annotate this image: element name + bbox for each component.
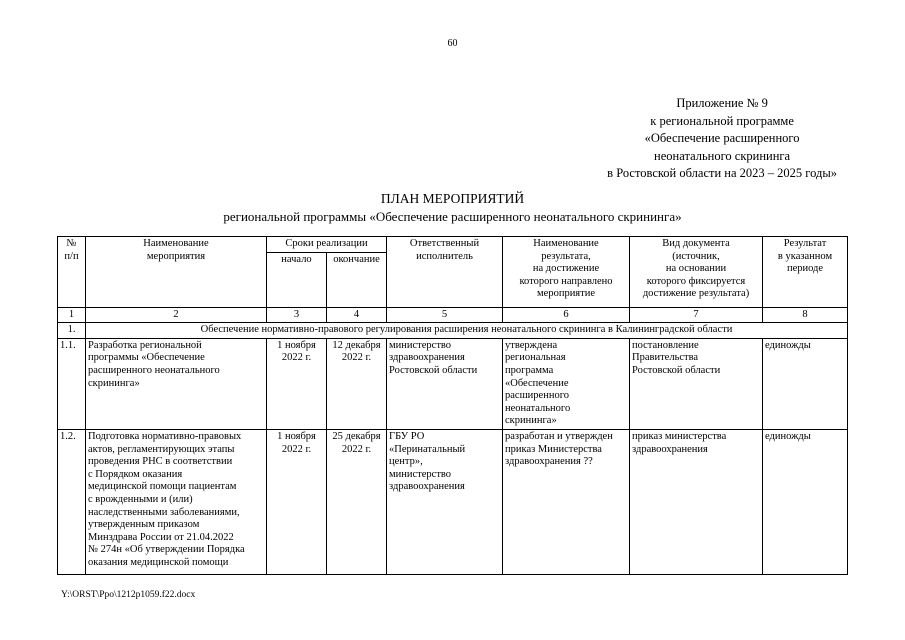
appendix-line: к региональной программе: [650, 113, 794, 128]
cell-line: единожды: [765, 430, 811, 442]
header-text: мероприятия: [146, 250, 206, 262]
row-executor: [387, 338, 503, 429]
cell-line: Правительства: [632, 352, 699, 364]
row-number: 1.1.: [58, 338, 86, 429]
row-number: 1.2.: [58, 429, 86, 574]
cell-line: «Перинатальный: [389, 443, 466, 455]
header-num: [58, 237, 86, 308]
cell-line: единожды: [765, 339, 811, 351]
cell-line: № 274н «Об утверждении Порядка: [88, 544, 245, 556]
cell-line: неонатального: [505, 402, 571, 414]
header-text: исполнитель: [416, 250, 473, 262]
cell-line: скрининга»: [505, 415, 557, 427]
cell-line: 2022 г.: [281, 443, 312, 455]
cell-line: Ростовской области: [632, 364, 721, 376]
cell-line: с Порядком оказания: [88, 468, 183, 480]
cell-line: Разработка региональной: [88, 339, 202, 351]
header-terms: Сроки реализации: [267, 237, 387, 253]
row-result: [503, 338, 630, 429]
header-text: Результат: [783, 238, 827, 249]
cell-line: 1 ноября: [277, 430, 316, 442]
row-end: [327, 338, 387, 429]
header-name: [86, 237, 267, 308]
cell-line: проведения РНС в соответствии: [88, 456, 233, 468]
column-number: 8: [763, 307, 848, 323]
row-executor: [387, 429, 503, 574]
cell-line: Ростовской области: [389, 364, 478, 376]
column-number: 6: [503, 307, 630, 323]
row-name: [86, 338, 267, 429]
cell-line: 2022 г.: [341, 443, 372, 455]
header-result: [503, 237, 630, 308]
header-end: окончание: [327, 252, 387, 307]
cell-line: региональная: [505, 352, 566, 364]
cell-line: наследственными заболеваниями,: [88, 506, 240, 518]
cell-line: центр»,: [389, 456, 423, 468]
header-text: мероприятие: [537, 288, 596, 300]
cell-line: с врожденными и (или): [88, 493, 193, 505]
column-number: 4: [327, 307, 387, 323]
plan-title: ПЛАН МЕРОПРИЯТИЙ: [380, 191, 525, 206]
header-document: [630, 237, 763, 308]
cell-line: 2022 г.: [281, 352, 312, 364]
page-number: 60: [447, 38, 458, 49]
cell-line: 12 декабря: [332, 339, 381, 351]
row-result: [503, 429, 630, 574]
header-text: Ответственный: [409, 238, 480, 249]
cell-line: «Обеспечение: [505, 377, 569, 389]
row-document: [630, 429, 763, 574]
cell-line: расширенного неонатального: [88, 364, 220, 376]
table-row: [58, 429, 848, 574]
row-end: [327, 429, 387, 574]
header-text: №: [66, 238, 77, 249]
row-start: [267, 338, 327, 429]
cell-line: 25 декабря: [332, 430, 381, 442]
cell-line: приказ министерства: [632, 430, 727, 442]
table-row: [58, 338, 848, 429]
cell-line: медицинской помощи пациентам: [88, 481, 237, 493]
cell-line: 2022 г.: [341, 352, 372, 364]
column-number: 1: [58, 307, 86, 323]
cell-line: здравоохранения: [389, 352, 465, 364]
cell-line: министерство: [389, 468, 452, 480]
cell-line: программа: [505, 364, 554, 376]
row-outcome: [763, 338, 848, 429]
header-row: [58, 237, 848, 253]
appendix-block: [607, 95, 837, 183]
cell-line: актов, регламентирующих этапы: [88, 443, 235, 455]
header-text: (источник,: [672, 250, 720, 262]
section-title: Обеспечение нормативно-правового регулирования расширения неонатального скрининга в Калининградской области: [86, 323, 848, 339]
header-start: начало: [267, 252, 327, 307]
header-outcome: [763, 237, 848, 308]
column-number: 5: [387, 307, 503, 323]
cell-line: расширенного: [505, 390, 569, 402]
column-number: 7: [630, 307, 763, 323]
row-document: [630, 338, 763, 429]
header-text: которого фиксируется: [646, 275, 746, 287]
cell-line: ГБУ РО: [389, 430, 425, 442]
row-outcome: [763, 429, 848, 574]
row-name: [86, 429, 267, 574]
cell-line: министерство: [389, 339, 452, 351]
header-text: на достижение: [532, 263, 600, 275]
column-numbers-row: [58, 307, 848, 323]
header-text: п/п: [64, 250, 79, 262]
cell-line: разработан и утвержден: [505, 430, 613, 442]
cell-line: 1 ноября: [277, 339, 316, 351]
header-executor: [387, 237, 503, 308]
column-number: 2: [86, 307, 267, 323]
cell-line: программы «Обеспечение: [88, 352, 205, 364]
plan-table: [57, 236, 848, 575]
cell-line: скрининга»: [88, 377, 140, 389]
cell-line: Минздрава России от 21.04.2022: [88, 531, 234, 543]
cell-line: оказания медицинской помощи: [88, 556, 229, 568]
section-row: [58, 323, 848, 339]
cell-line: постановление: [632, 339, 699, 351]
header-text: в указанном: [777, 250, 833, 262]
cell-line: здравоохранения: [632, 443, 708, 455]
file-path-footer: Y:\ORST\Ppo\1212p1059.f22.docx: [61, 590, 196, 600]
header-text: на основании: [665, 263, 727, 275]
appendix-line: «Обеспечение расширенного: [644, 131, 800, 145]
header-text: Наименование: [533, 238, 599, 249]
header-text: достижение результата): [642, 288, 750, 300]
appendix-line: в Ростовской области на 2023 – 2025 годы»: [607, 166, 837, 180]
plan-subtitle: региональной программы «Обеспечение расширенного неонатального скрининга»: [223, 209, 682, 224]
appendix-line: Приложение № 9: [676, 96, 768, 110]
header-text: Наименование: [143, 238, 209, 249]
cell-line: приказ Министерства: [505, 443, 602, 455]
cell-line: утверждена: [505, 339, 558, 351]
cell-line: здравоохранения ??: [505, 456, 593, 468]
row-start: [267, 429, 327, 574]
cell-line: утвержденным приказом: [88, 519, 200, 531]
appendix-line: неонатального скрининга: [654, 148, 791, 163]
header-text: результата,: [541, 250, 591, 262]
header-text: периоде: [786, 263, 824, 275]
header-text: Вид документа: [662, 238, 730, 249]
column-number: 3: [267, 307, 327, 323]
section-number: 1.: [58, 323, 86, 339]
header-text: которого направлено: [519, 275, 613, 287]
cell-line: здравоохранения: [389, 481, 465, 493]
cell-line: Подготовка нормативно-правовых: [88, 430, 242, 442]
